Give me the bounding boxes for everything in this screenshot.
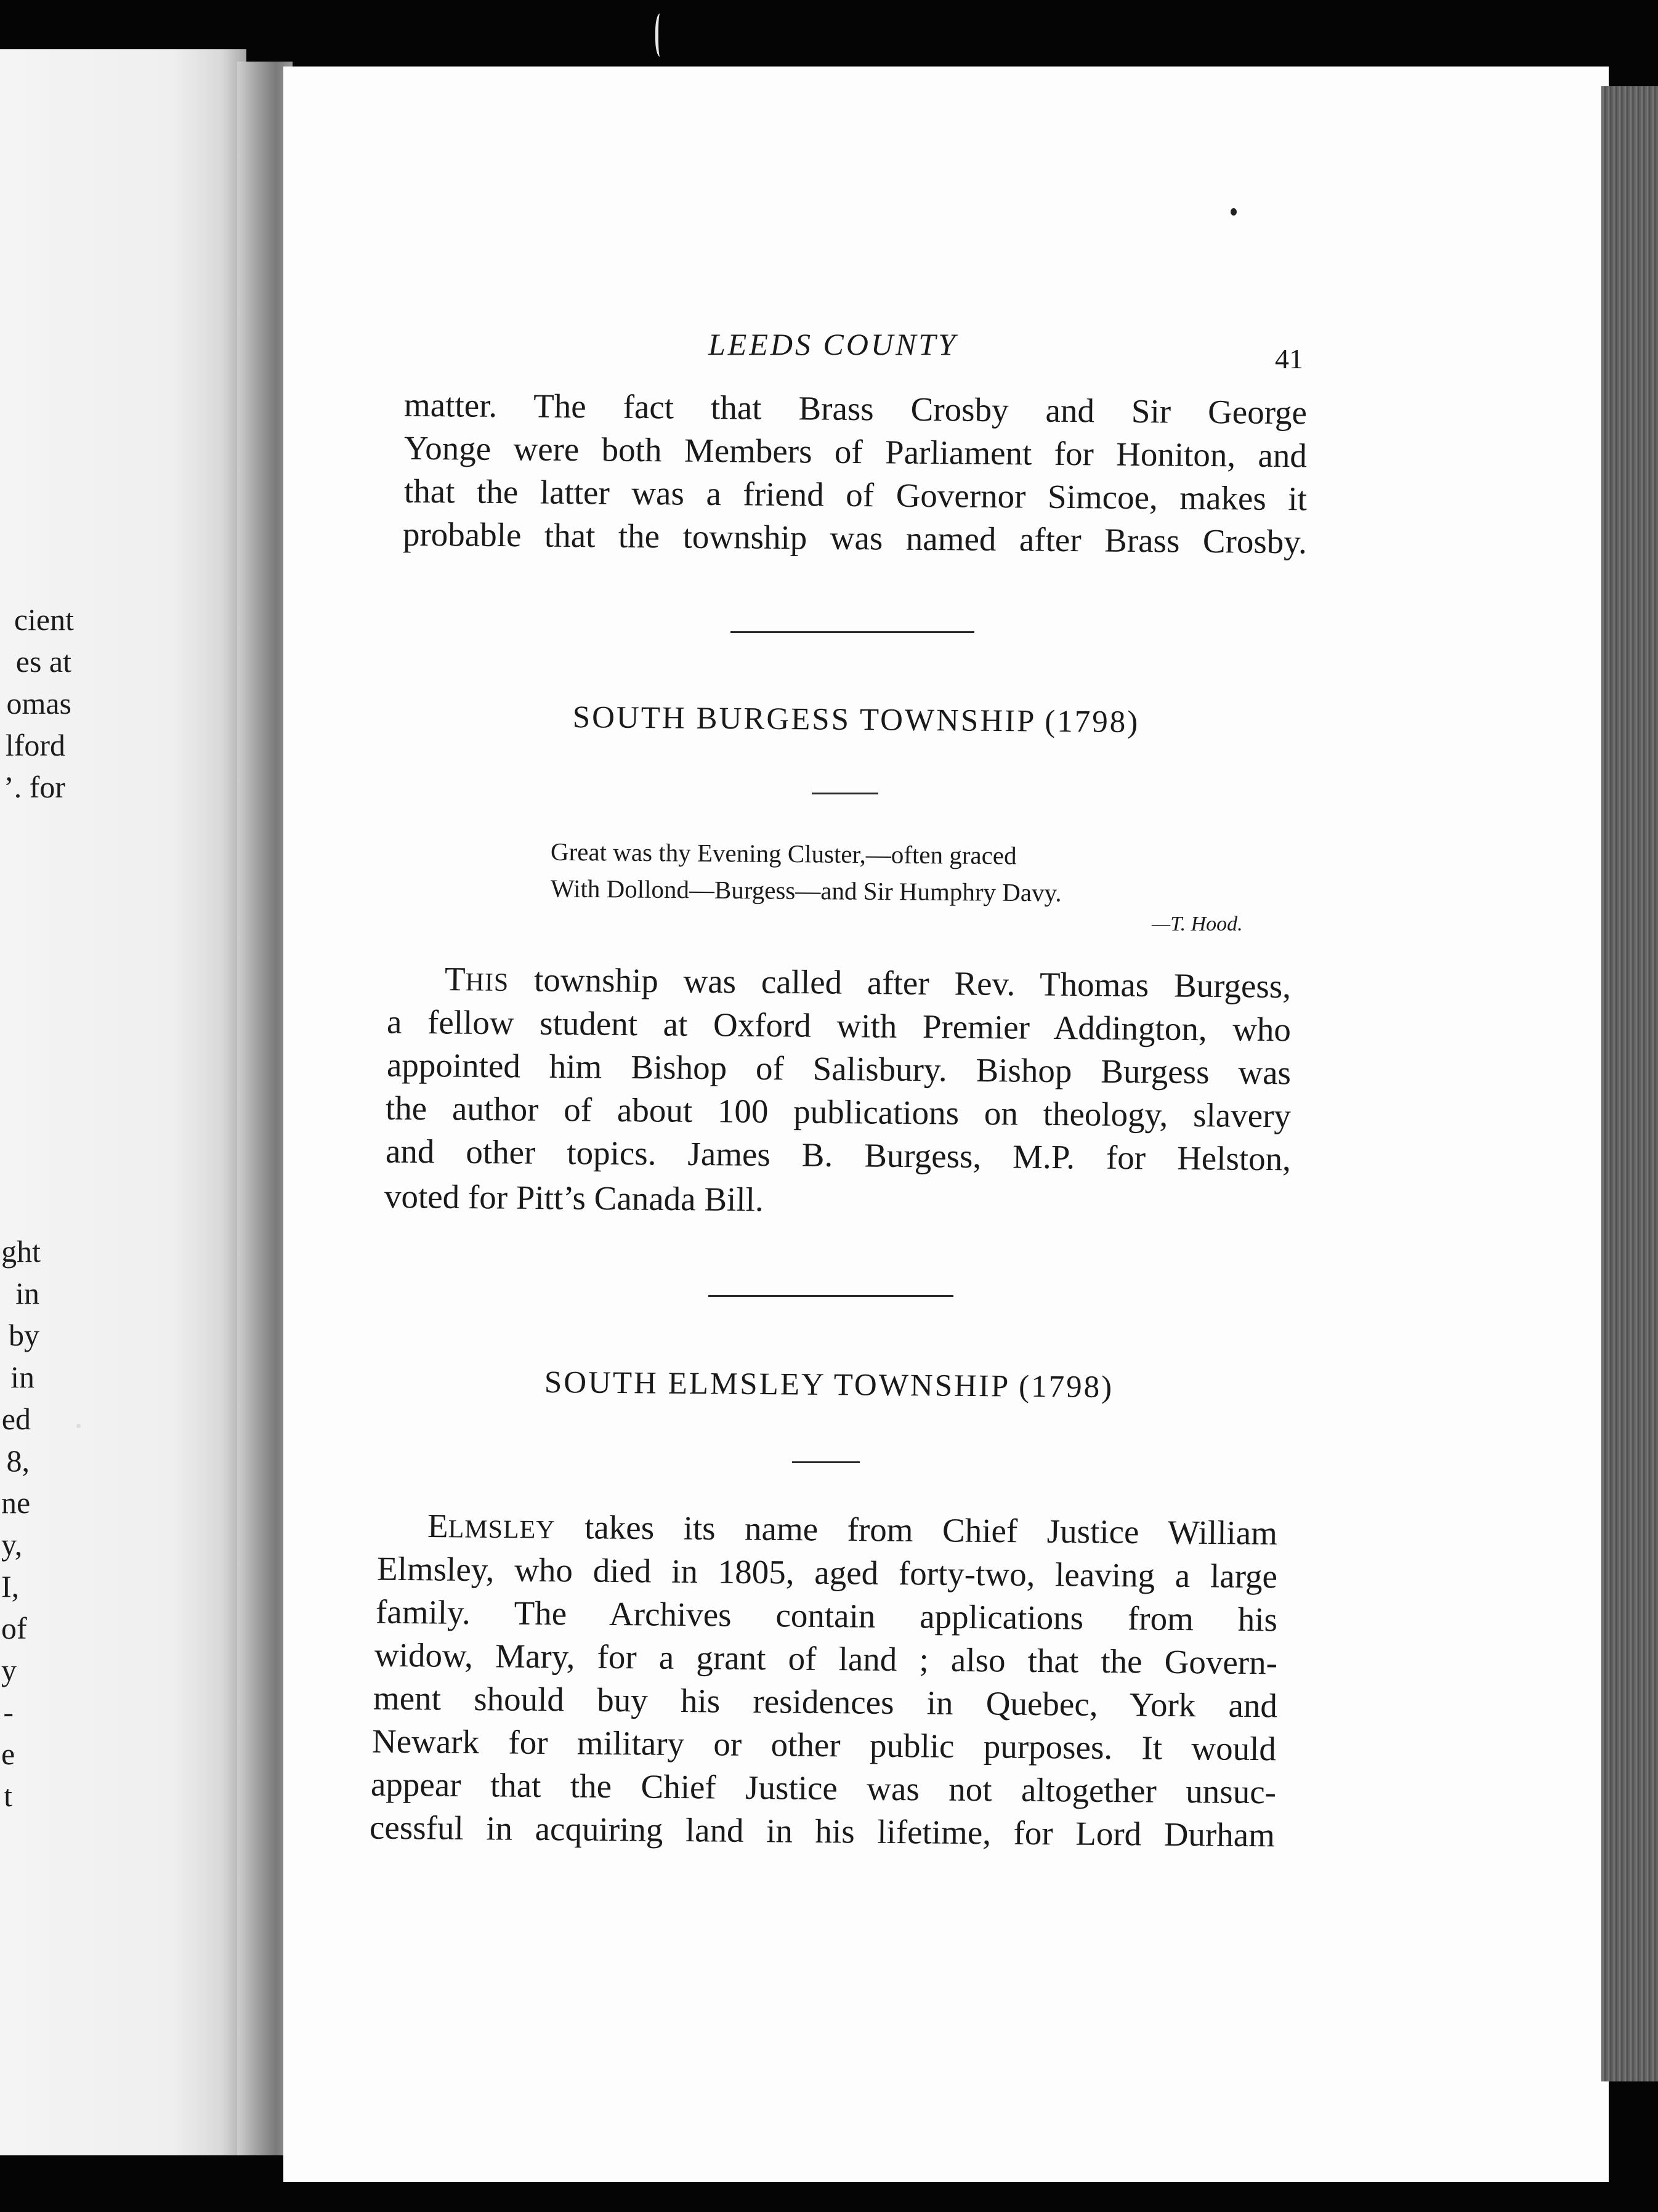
left-fragment: ed bbox=[1, 1402, 31, 1436]
drop-initial: E bbox=[427, 1506, 448, 1545]
section-divider bbox=[708, 1295, 953, 1297]
small-caps-initial bbox=[445, 960, 509, 998]
left-fragment: in bbox=[15, 1276, 39, 1310]
left-fragment: in bbox=[10, 1360, 34, 1394]
text-line: ment should buy his residences in Quebec, York and bbox=[373, 1679, 1278, 1725]
text-line: family. The Archives contain applications from his bbox=[375, 1592, 1278, 1639]
left-fragment: cient bbox=[14, 602, 74, 637]
left-facing-page bbox=[0, 49, 246, 2155]
left-fragment: ne bbox=[1, 1485, 31, 1520]
heading-rule bbox=[792, 1461, 860, 1463]
left-fragment: es at bbox=[15, 644, 71, 679]
text-line: Newark for military or other public purposes. It would bbox=[371, 1722, 1277, 1768]
left-fragment: ’. for bbox=[4, 770, 65, 804]
text-line: the author of about 100 publications on theology, slavery bbox=[385, 1089, 1292, 1135]
text-line: and other topics. James B. Burgess, M.P. for Helston, bbox=[385, 1132, 1292, 1178]
left-fragment: ght bbox=[1, 1234, 41, 1269]
text-line: probable that the township was named after Brass Crosby. bbox=[402, 515, 1308, 561]
left-fragment: t bbox=[4, 1778, 12, 1813]
left-fragment: by bbox=[9, 1318, 39, 1352]
left-fragment: y, bbox=[1, 1527, 23, 1562]
page-speck bbox=[1231, 208, 1237, 216]
left-fragment: of bbox=[1, 1611, 27, 1645]
left-fragment: y bbox=[1, 1653, 17, 1687]
first-line-text: township was called after Rev. Thomas Burgess, bbox=[509, 960, 1292, 1005]
text-line: a fellow student at Oxford with Premier Addington, who bbox=[386, 1003, 1292, 1049]
left-fragment: 8, bbox=[6, 1443, 30, 1478]
text-line: matter. The fact that Brass Crosby and Sir George bbox=[403, 385, 1308, 432]
text-line: that the latter was a friend of Governor Simcoe, makes it bbox=[403, 472, 1308, 518]
left-fragment: I, bbox=[1, 1569, 20, 1604]
small-caps-rest: HIS bbox=[465, 968, 509, 997]
left-fragment: - bbox=[3, 1695, 14, 1729]
left-fragment: omas bbox=[6, 686, 71, 721]
text-line bbox=[445, 958, 1292, 1007]
text-line: Yonge were both Members of Parliament for Honiton, and bbox=[403, 429, 1308, 475]
page-number: 41 bbox=[1275, 343, 1303, 374]
page-edge-stack bbox=[1601, 86, 1658, 2081]
first-line-text: takes its name from Chief Justice William bbox=[555, 1508, 1278, 1552]
section-heading: SOUTH ELMSLEY TOWNSHIP (1798) bbox=[544, 1365, 1114, 1405]
text-line: voted for Pitt’s Canada Bill. bbox=[384, 1177, 764, 1219]
text-line: appointed him Bishop of Salisbury. Bishop Burgess was bbox=[386, 1046, 1292, 1092]
text-line: widow, Mary, for a grant of land ; also that the Govern- bbox=[374, 1636, 1278, 1682]
small-caps-initial bbox=[427, 1507, 556, 1546]
epigraph-attribution: —T. Hood. bbox=[1152, 913, 1243, 935]
running-header: LEEDS COUNTY bbox=[708, 327, 958, 361]
text-line bbox=[427, 1505, 1278, 1554]
heading-rule bbox=[812, 793, 878, 794]
epigraph-line: With Dollond—Burgess—and Sir Humphry Davy. bbox=[550, 874, 1062, 907]
small-caps-rest: LMSLEY bbox=[448, 1515, 556, 1544]
epigraph-line: Great was thy Evening Cluster,—often graced bbox=[550, 837, 1017, 870]
section-heading: SOUTH BURGESS TOWNSHIP (1798) bbox=[572, 700, 1140, 740]
text-line: Elmsley, who died in 1805, aged forty-two, leaving a large bbox=[376, 1549, 1278, 1596]
page-speck bbox=[76, 1424, 81, 1428]
text-line: cessful in acquiring land in his lifetime, for Lord Durham bbox=[369, 1808, 1276, 1854]
text-line: appear that the Chief Justice was not altogether unsuc- bbox=[370, 1765, 1277, 1811]
scan-mark bbox=[655, 14, 667, 57]
left-fragment: lford bbox=[5, 728, 65, 762]
drop-initial: T bbox=[444, 960, 466, 998]
section-divider bbox=[730, 631, 974, 633]
left-fragment: e bbox=[1, 1737, 15, 1771]
